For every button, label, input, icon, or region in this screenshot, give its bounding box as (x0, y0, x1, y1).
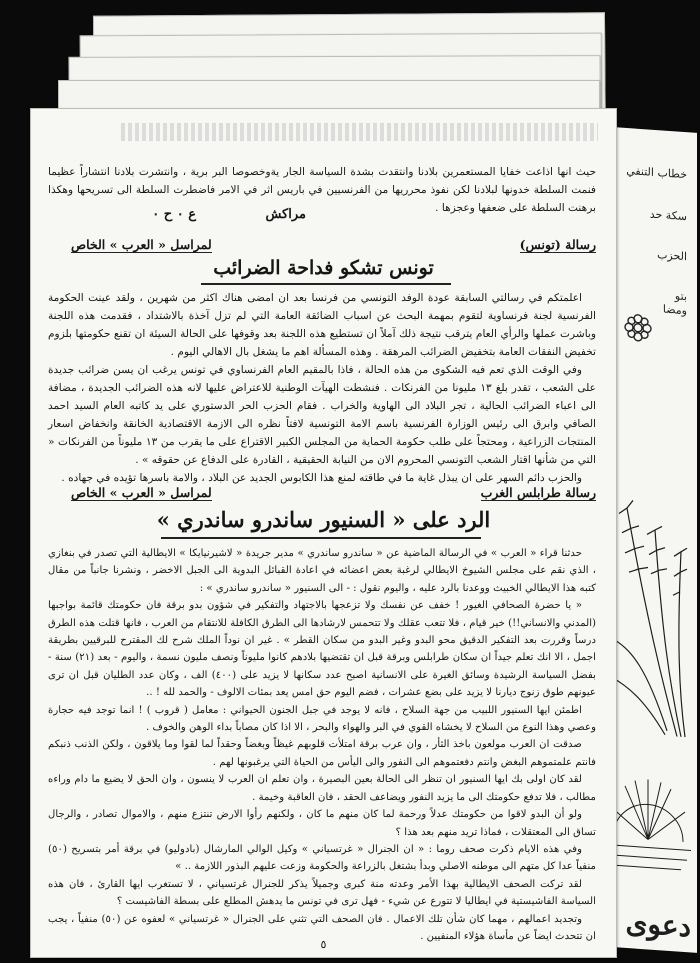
side-text-line: بتو (674, 289, 687, 304)
column-label-right: رسالة طرابلس الغرب (480, 485, 596, 500)
article-intro (48, 163, 596, 217)
paragraph: لقد تركت الصحف الايطالية بهذا الأمر وعدته منة كبرى وجميلاً يذكر للجنرال غرتسياني ، لا تستغرب ايها القارئ ، فان هذه السياسة الفاشيستية في ايطاليا لا تتورع عن شيء - فهل ترى في تونس ما يدهش المطلع على بسطة الفاشيست ؟ (48, 878, 596, 908)
paragraph: وتجديد اعمالهم ، مهما كان شأن تلك الاعمال . فان الصحف التي تثني على الجنرال « غرتسياني » لعفوه عن (٥٠) منفياً ، يجب ان تتحدث ايضاً عن مأساة هؤلاء المنفيين . (48, 913, 596, 942)
side-text-line: الحزب (657, 248, 687, 264)
side-text-line: سكة حد (649, 207, 687, 224)
tripoli-body (48, 545, 596, 945)
paragraph: وفي الوقت الذي تعم فيه الشكوى من هذه الحالة ، فاذا بالمقيم العام الفرنساوي في تونس يرغب ان يسن ضرائب جديدة على الشعب ، تقدر بلغ ١٣ مليونا من الفرنكات . فنشطت الهيآت الوطنية للاعتراض عليها لانه هذه الضرائب الجديدة ، مضافة الى اعباء الضرائب الحالية ، تجر البلاد الى الهاوية والخراب . فقام الحزب الحر الدستوري على يد كاتبه العام السيد احمد الصافي وابرق الى رئيس الوزارة الفرنسية باسم الامة التونسية لافتاً نظره الى الازمة الاقتصادية الخانقة وانخفاض اسعار المنتجات الزراعية ، ومحتجاً على طلب حكومة الحماية من المجلس الكبير الاقتراع على ما يقرب من ١٣ مليوناً من الفرنكات « التي من شأنها اقتار الشعب التونسي المحروم الان من النيابة الحقيقية ، القادرة على الدفاع عن حقوقه » . (48, 364, 596, 466)
newspaper-page (30, 108, 617, 958)
column-label-right: رسالة (تونس) (519, 237, 596, 252)
side-footer-word: دعوى (625, 905, 691, 944)
paragraph: حدثنا قراء « العرب » في الرسالة الماضية عن « ساندرو ساندري » مدير جريدة « لاشيرنيايكا » الايطالية التي تصدر في بنغازي ، الذي نقم على مجلس الشيوخ الايطالي لرغبة بعض اعضائه في اعادة القبائل البدوية الى الجبل الاخضر ، ونشرنا جانباً من مقال كتبه هذا الايطالي الخبيث ووعدنا بالرد عليه ، واليوم نقول : - الى السنيور « ساندرو ساندري » : (48, 548, 596, 594)
paragraph: ولو أن البدو لاقوا من حكومتك عدلاً ورحمة لما كان منهم ما كان ، ولكنهم رأوا الارض تنتزع منهم ، والاموال تصادر ، والرجال تساق الى المعتقلات ، فماذا تريد منهم بعد هذا ؟ (48, 809, 596, 838)
signature-place: مراكش (265, 207, 306, 222)
side-text-line: خطاب التنفي (626, 163, 687, 182)
paragraph: والحزب دائم السهر على ان يبذل غاية ما في طاقته لمنع هذا الكابوس الجديد عن البلاد ، والامة باسرها تؤيده في جهاده . (61, 472, 582, 484)
tunisia-title: تونس تشكو فداحة الضرائب (213, 257, 434, 279)
tunisia-body (48, 289, 596, 487)
title-rule (201, 283, 451, 285)
column-label-left: لمراسل « العرب » الخاص (71, 485, 212, 500)
wheat-illustration-icon (607, 487, 689, 743)
paragraph: « يا حضرة الصحافي الغيور ! خفف عن نفسك ولا تزعجها بالاجتهاد والتفكير في شؤون بدو برقة فان حكومتك قائمة بواجبها (المدني والانساني!!) خير قيام ، فلا تتعب عقلك ولا تتحمس لارشادها الى الطرق الكافلة للانتقام من العرب ، فانها قتلت هذه الطرق درساً وقررت بعد التفكير الدقيق محو البدو وغير البدو من سكان القطر » . غير ان نوداً الملك شرح لك المقترح للبرقيين بطريقة اجمل ، الا انك تعلم جيداً ان سكان طرابلس وبرقة قبل ان تقتضيها بلادهم كانوا مليوناً ونصف مليون نسمة ، واليوم - بعد (٢١) سنة - بفضل السياسة الرشيدة وسائق الغيرة على الانسانية اصبح عدد سكانها لا يزيد على (٤٠٠) الف ، وكان عدد الطليان قبل ان ترى عيونهم طوق زنوج ديارنا لا يزيد على بضع عشرات ، فضم اليوم حق امس يعد بمئات الالوف - والحمد لله ! .. (48, 600, 596, 699)
tripoli-title: الرد على « السنيور ساندرو ساندري » (156, 507, 491, 532)
sunburst-illustration-icon (605, 766, 691, 882)
paragraph: اطمئن ايها السنيور اللبيب من جهة السلاح ، فانه لا يوجد في جبل الجنون الحيواني : معامل ( قروب ) ! انما توجد فيه حجارة وعصي وهذا النوع من السلاح لا يخشاه القوي في البر والهواء والبحر ، الا اذا كان مصاباً بداء الوهن والخوف . (48, 704, 596, 734)
paragraph: اعلمتكم في رسالتي السابقة عودة الوفد التونسي من فرنسا بعد ان امضى هناك اكثر من شهرين ، ولقد عينت الحكومة الفرنسية لجنة فرنساوية لتقوم بمهمة البحث عن اسباب الضائقة العامة التي لم تزل آخذة بالاشتداد ، فقدمت هذه اللجنة وباشرت عملها والرأي العام يترقب نتيجة ذلك آملاً ان تستطيع هذه اللجنة بعد وقوفها على الحالة السيئة ان تقنع حكومتها بلزوم تخفيض النفقات العامة بتخفيض الضرائب المرهقة . وهذه المسألة اهم ما يشغل بال الاهالي اليوم . (48, 292, 596, 358)
paragraph: صدقت ان العرب مولعون باخذ الثأر ، وان عرب برقة امتلأت قلوبهم غيظاً وبغضاً وحقداً لما لقوا وما يلاقون ، ولكن الذنب ذنبكم فانتم علمتموهم البغض وانتم دفعتموهم الى النفور والى اليأس من الحياة التي يرغبونها لهم . (48, 739, 596, 768)
signature-initials: ع ٠ ح ٠ (152, 207, 196, 222)
page-number: ٥ (320, 938, 327, 951)
intro-text: حيث انها اذاعت خفايا المستعمرين بلادنا وانتقدت بشدة السياسة الجار يةوخصوصا البر برية ، وانتشرت بلادنا انتشاراً عظيما فنمت السلطة خدونها لبلادنا لكن نفوذ محرريها من الفرنسيين في باريس اثر في الامر فاضطرت السلطة الى تسريحها وهكذا برهنت السلطة على ضعفها وعجزها . (48, 166, 596, 214)
side-text-line: ومضا (662, 302, 687, 318)
column-label-left: لمراسل « العرب » الخاص (71, 237, 212, 252)
title-rule (161, 537, 481, 539)
paragraph: لقد كان اولى بك ايها السنيور ان تنظر الى الحالة بعين البصيرة ، وان تعلم ان العرب لا ينسون ، وان الحق لا يضيع ما دام وراءه مطالب ، فلا تدفع حكومتك الى ما يزيد النفور ويضاعف الحقد ، فان العاقبة وخيمة . (48, 774, 596, 803)
paragraph: وفي هذه الايام ذكرت صحف روما : « ان الجنرال « غرتسياني » وكيل الوالي المارشال (بادوليو) في برقة أمر بتسريح (٥٠) منفياً عدا كل متهم الى موطنه الاصلي وبدأ بشتغل بالزراعة والحكومة وزعت عليهم البذور اللازمة .. » (48, 843, 596, 873)
flower-ornament-icon (621, 310, 655, 346)
bleed-through-text (121, 123, 598, 141)
